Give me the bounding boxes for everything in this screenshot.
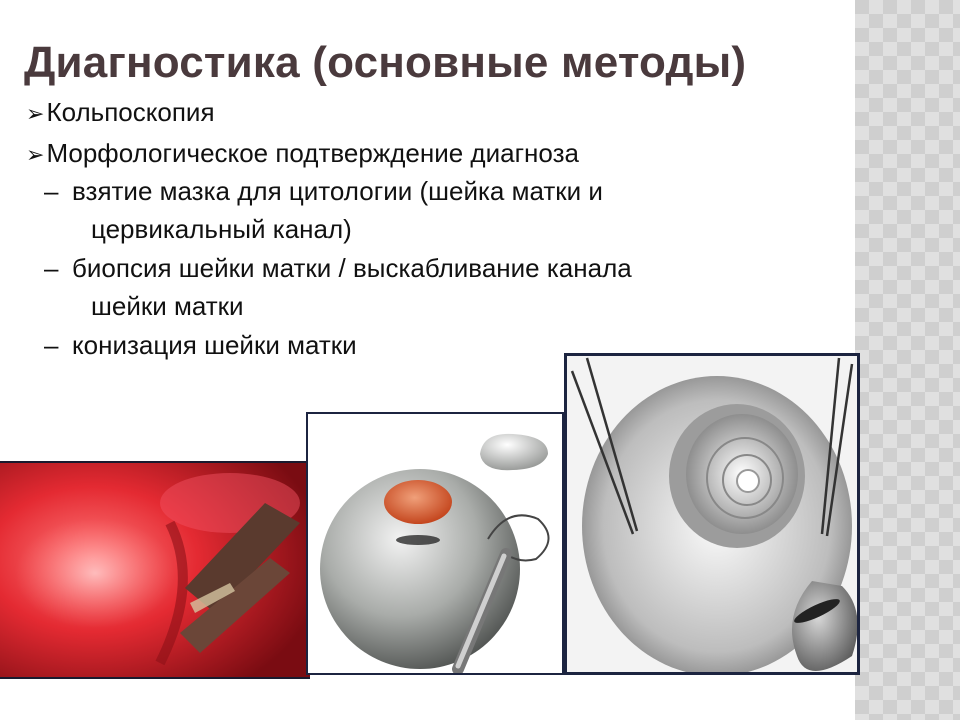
subitem-conization	[44, 330, 357, 361]
bullet-colposcopy	[26, 97, 215, 128]
dash-bullet: –	[44, 253, 59, 283]
subitem-text: конизация шейки матки	[72, 330, 357, 360]
conization-illustration	[564, 353, 860, 675]
subitem-cytology	[44, 176, 603, 207]
loop-excision-illustration	[306, 412, 564, 675]
arrow-bullet-icon: ➢	[26, 101, 45, 126]
bullet-text: Кольпоскопия	[46, 97, 215, 127]
subitem-biopsy-cont: шейки матки	[91, 291, 244, 321]
subitem-text: взятие мазка для цитологии (шейка матки и	[72, 176, 603, 206]
bullet-text: Морфологическое подтверждение диагноза	[46, 138, 579, 168]
bullet-morphology	[26, 138, 579, 169]
decorative-side-strip	[855, 0, 960, 720]
subitem-text: биопсия шейки матки / выскабливание канала	[72, 253, 632, 283]
dash-bullet: –	[44, 330, 59, 360]
slide-title: Диагностика (основные методы)	[24, 38, 747, 87]
subitem-biopsy	[44, 253, 632, 284]
colposcopy-biopsy-photo	[0, 461, 310, 679]
arrow-bullet-icon: ➢	[26, 142, 45, 167]
subitem-cytology-cont: цервикальный канал)	[91, 214, 352, 244]
dash-bullet: –	[44, 176, 59, 206]
